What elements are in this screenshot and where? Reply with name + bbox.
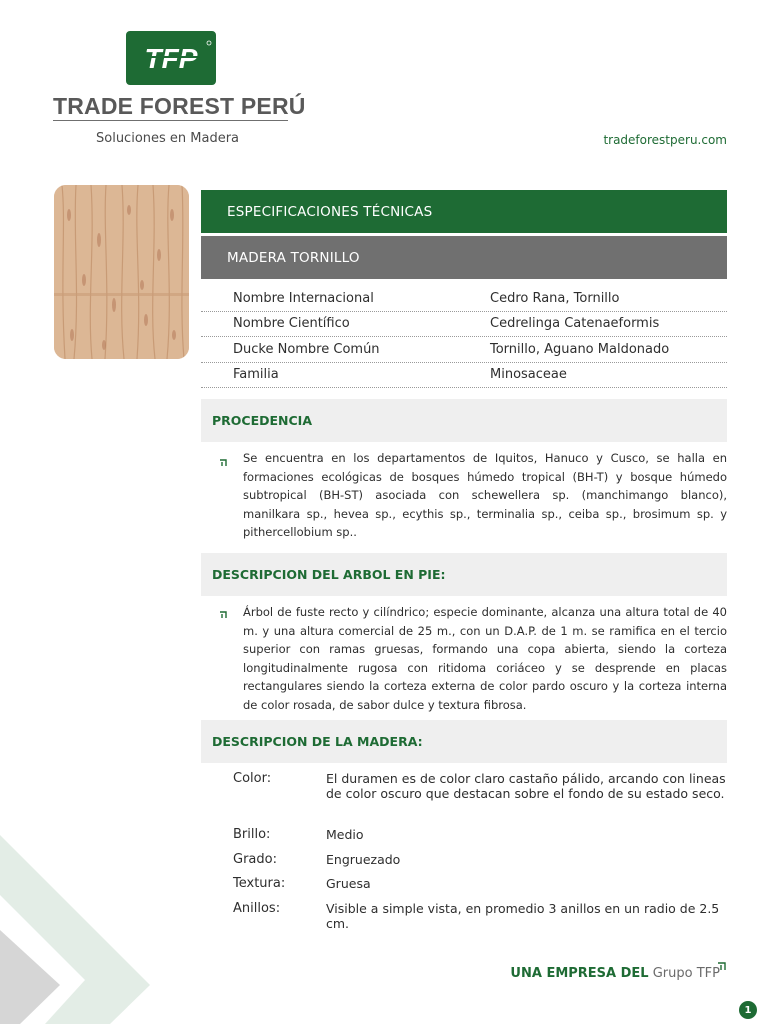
spec-key: Nombre Científico [233,316,350,332]
arrow-bullet-icon [219,609,229,619]
spec-key: Ducke Nombre Común [233,341,380,357]
page-number: 1 [739,1001,757,1019]
wood-sample-image [54,185,189,359]
spec-row [201,337,727,363]
footer-company [470,966,720,981]
desc-key-brillo: Brillo: [233,827,271,842]
procedencia-text: Se encuentra en los departamentos de Iquitos, Hanuco y Cusco, se halla en formaciones ecológicas de bosques húmedo tropical (BH-T) y bosque húmedo subtropical (BH-ST) asociada con schewellera sp. (manchimango blanco), manilkara sp., hevea sp., ecythis sp., terminalia sp., ceiba sp., brosimum sp. y pithercellobium sp.. [243,451,727,539]
spec-value: Minosaceae [490,367,567,383]
desc-value-brillo: Medio [326,827,364,842]
spec-row [201,363,727,389]
spec-key: Familia [233,367,279,383]
decorative-chevrons [0,835,160,1024]
desc-key-color: Color: [233,771,272,786]
desc-value-textura: Gruesa [326,876,371,891]
spec-table [201,286,727,388]
arbol-heading: DESCRIPCION DEL ARBOL EN PIE: [201,553,727,596]
brand-name: TRADE FOREST PERÚ [53,93,306,119]
arrow-bullet-icon [219,457,229,467]
tfp-logo [126,31,216,85]
madera-heading: DESCRIPCION DE LA MADERA: [201,720,727,763]
spec-title-bar: ESPECIFICACIONES TÉCNICAS [201,190,727,233]
spec-value: Cedro Rana, Tornillo [490,290,620,306]
svg-text:TFP: TFP [144,43,198,74]
desc-value-color: El duramen es de color claro castaño pálido, arcando con lineas de color oscuro que destacan sobre el fondo de su estado seco. [326,771,726,801]
procedencia-heading: PROCEDENCIA [201,399,727,442]
spec-row [201,312,727,338]
spec-value: Cedrelinga Catenaeformis [490,316,660,332]
tfp-logo-mark [128,33,214,83]
desc-value-anillos: Visible a simple vista, en promedio 3 anillos en un radio de 2.5 cm. [326,901,720,931]
spec-value: Tornillo, Aguano Maldonado [490,341,670,357]
desc-key-anillos: Anillos: [233,901,281,916]
spec-row [201,286,727,312]
arbol-text: Árbol de fuste recto y cilíndrico; especie dominante, alcanza una altura total de 40 m. y una altura comercial de 25 m., con un D.A.P. de 1 m. se ramifica en el tercio superior con ramas gruesas, formando una copa abierta, siendo la corteza longitudinalmente rugosa con ritidoma coriáceo y se desprende en placas rectangulares siendo la corteza externa de color pardo oscuro y la corteza interna de color rosada, de sabor dulce y textura fibrosa. [243,605,727,712]
tagline: Soluciones en Madera [96,131,240,146]
desc-key-textura: Textura: [233,876,286,891]
spec-key: Nombre Internacional [233,290,374,306]
footer-company-prefix: UNA EMPRESA DEL [510,966,649,981]
brand-underline [53,120,288,121]
desc-value-grado: Engruezado [326,852,401,867]
website-link[interactable]: tradeforestperu.com [603,133,727,147]
wood-title-bar: MADERA TORNILLO [201,236,727,279]
arrow-mark-icon [717,961,727,971]
desc-key-grado: Grado: [233,852,277,867]
footer-group-name: Grupo TFP [652,966,720,981]
